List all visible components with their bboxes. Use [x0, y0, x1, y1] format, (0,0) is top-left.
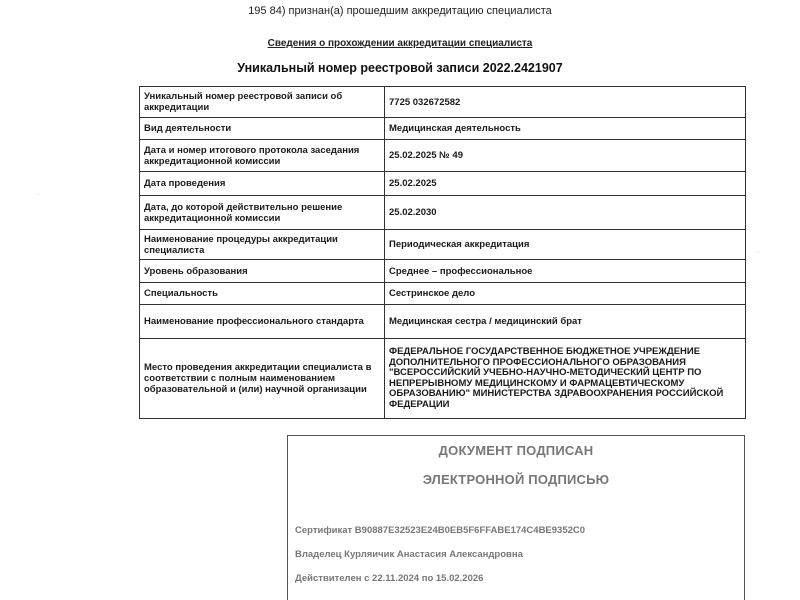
- row-label: Дата и номер итогового протокола заседания аккредитационной комиссии: [140, 140, 385, 172]
- row-value: Сестринское дело: [385, 283, 746, 305]
- table-row: [140, 339, 746, 419]
- row-label: Специальность: [140, 283, 385, 305]
- scan-speck: .: [757, 248, 759, 255]
- table-row: [140, 172, 746, 196]
- table-row: [140, 118, 746, 140]
- row-value: 7725 032672582: [385, 87, 746, 118]
- registry-number-title: Уникальный номер реестровой записи 2022.2421907: [237, 61, 563, 75]
- row-label: Уровень образования: [140, 260, 385, 283]
- cropped-text-fragment: [0, 0, 800, 4]
- accreditation-passed-statement: 195 84) признан(а) прошедшим аккредитацию специалиста: [248, 5, 552, 17]
- document-top-line: [0, 0, 800, 18]
- row-value: 25.02.2025: [385, 172, 746, 196]
- row-value: Медицинская сестра / медицинский брат: [385, 305, 746, 339]
- row-label: Вид деятельности: [140, 118, 385, 140]
- table-row: [140, 283, 746, 305]
- table-row: [140, 305, 746, 339]
- stamp-validity: Действителен с 22.11.2024 по 15.02.2026: [295, 573, 484, 584]
- row-value: 25.02.2025 № 49: [385, 140, 746, 172]
- scan-speck: .: [37, 190, 39, 197]
- row-value: 25.02.2030: [385, 196, 746, 230]
- table-row: [140, 87, 746, 118]
- row-label: Уникальный номер реестровой записи об аккредитации: [140, 87, 385, 118]
- table-row: [140, 230, 746, 260]
- row-value: Периодическая аккредитация: [385, 230, 746, 260]
- section-subtitle: Сведения о прохождении аккредитации специалиста: [267, 38, 533, 49]
- row-label: Наименование процедуры аккредитации специалиста: [140, 230, 385, 260]
- table-row: [140, 260, 746, 283]
- row-label: Дата проведения: [140, 172, 385, 196]
- row-value: Среднее – профессиональное: [385, 260, 746, 283]
- table-row: [140, 140, 746, 172]
- accreditation-info-table: [139, 86, 746, 419]
- table-row: [140, 196, 746, 230]
- electronic-signature-stamp: [287, 435, 745, 600]
- stamp-owner: Владелец Курляичик Анастасия Александровна: [295, 549, 523, 560]
- stamp-certificate: Сертификат B90887E32523E24B0EB5F6FFABE174C4BE9352C0: [295, 525, 586, 536]
- row-label: Наименование профессионального стандарта: [140, 305, 385, 339]
- stamp-title-line1: ДОКУМЕНТ ПОДПИСАН: [438, 443, 594, 458]
- stamp-title-line2: ЭЛЕКТРОННОЙ ПОДПИСЬЮ: [422, 472, 610, 487]
- row-label: Место проведения аккредитации специалиста в соответствии с полным наименованием образовательной и (или) научной организации: [140, 339, 385, 419]
- row-label: Дата, до которой действительно решение аккредитационной комиссии: [140, 196, 385, 230]
- row-value: Медицинская деятельность: [385, 118, 746, 140]
- row-value: ФЕДЕРАЛЬНОЕ ГОСУДАРСТВЕННОЕ БЮДЖЕТНОЕ УЧРЕЖДЕНИЕ ДОПОЛНИТЕЛЬНОГО ПРОФЕССИОНАЛЬНОГО ОБРАЗОВАНИЯ "ВСЕРОССИЙСКИЙ УЧЕБНО-НАУЧНО-МЕТОДИЧЕСКИЙ ЦЕНТР ПО НЕПРЕРЫВНОМУ МЕДИЦИНСКОМУ И ФАРМАЦЕВТИЧЕСКОМУ ОБРАЗОВАНИЮ" МИНИСТЕРСТВА ЗДРАВООХРАНЕНИЯ РОССИЙСКОЙ ФЕДЕРАЦИИ: [385, 339, 746, 419]
